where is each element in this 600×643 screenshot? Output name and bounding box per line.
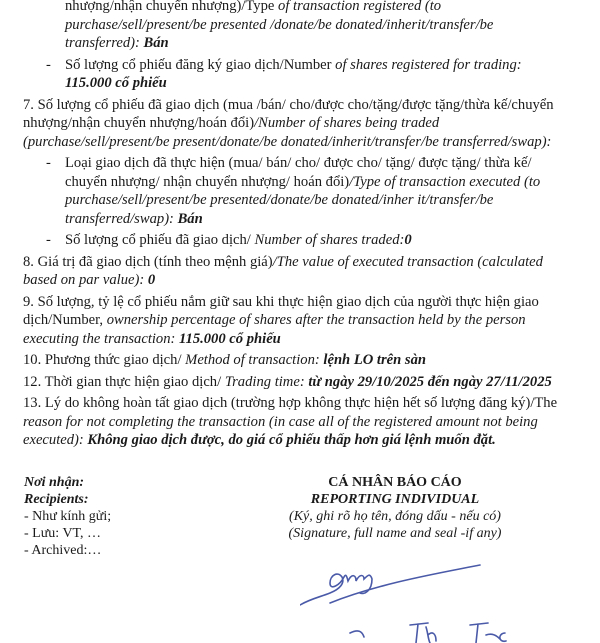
item6-type-en: of transaction registered (to purchase/sell/present/be presented /donate/be donated/inherit/transfer/be transferred):: [65, 0, 494, 51]
item7-traded-vi: Số lượng cổ phiếu đã giao dịch/: [65, 232, 255, 248]
item12: [0, 373, 568, 392]
reporter-note-vi: (Ký, ghi rõ họ tên, đóng dấu - nếu có): [289, 508, 501, 524]
item10: [0, 351, 568, 370]
recipients-label-en: Recipients:: [24, 491, 89, 507]
item13-value: Không giao dịch được, do giá cổ phiếu thấp hơn giá lệnh muốn đặt.: [87, 432, 496, 448]
item9: [0, 293, 568, 349]
item10-en: Method of transaction:: [185, 352, 324, 368]
reporter-note-en: (Signature, full name and seal -if any): [288, 525, 502, 541]
item7-type: [0, 154, 565, 228]
item7-type-vi: Loại giao dịch đã thực hiện (mua/ bán/ cho/ được cho/ tặng/ được tặng/ thừa kế/ chuyển nhượng/ nhận chuyển nhượng/ hoán đổi): [65, 155, 532, 190]
recipients-label-vi: Nơi nhận:: [24, 474, 85, 490]
item6-number: [0, 56, 565, 93]
item10-vi: 10. Phương thức giao dịch/: [23, 352, 186, 368]
recipient-item: - Archived:…: [24, 542, 102, 558]
recipients-block: [24, 474, 224, 559]
item7-en: /Number of shares being traded (purchase/sell/present/be present/donate/be donated/inherit/transfer/be transferred/swap):: [23, 115, 552, 150]
handwritten-signature: [300, 563, 600, 643]
item8-vi: 8. Giá trị đã giao dịch (tính theo mệnh giá): [23, 253, 273, 270]
reporter-title-vi: CÁ NHÂN BÁO CÁO: [328, 474, 462, 490]
item6-number-value: 115.000 cổ phiếu: [65, 75, 167, 91]
item6-number-en: of shares registered for trading:: [331, 56, 522, 73]
item8-en: /The value of executed transaction (calculated based on par value):: [23, 253, 543, 288]
item9-value: 115.000 cổ phiếu: [179, 330, 281, 347]
bullet-dash: -: [46, 155, 51, 171]
item6-type-value: Bán: [143, 35, 169, 51]
item8-value: 0: [147, 272, 156, 288]
item8: [0, 253, 568, 290]
item7-vi: 7. Số lượng cổ phiếu đã giao dịch (mua /bán/ cho/được cho/tặng/được tặng/thừa kế/chuyển nhượng/nhận chuyển nhượng/hoán đổi): [23, 96, 554, 131]
item7-traded: [0, 231, 565, 250]
item13-en: reason for not completing the transaction (in case all of the registered amount not being executed):: [23, 413, 538, 448]
item10-value: lệnh LO trên sàn: [323, 352, 426, 368]
reporter-title-en: REPORTING INDIVIDUAL: [310, 491, 480, 507]
item6-number-vi: Số lượng cổ phiếu đăng ký giao dịch/Number: [65, 56, 332, 73]
item7: [0, 96, 568, 152]
item12-vi: 12. Thời gian thực hiện giao dịch/: [23, 373, 225, 390]
item7-type-value: Bán: [177, 210, 203, 227]
bullet-dash: -: [46, 56, 51, 73]
reporter-block: [255, 474, 535, 542]
recipient-item: - Lưu: VT, …: [24, 525, 102, 541]
item12-value: từ ngày 29/10/2025 đến ngày 27/11/2025: [308, 373, 552, 390]
item13-vi: 13. Lý do không hoàn tất giao dịch (trường hợp không thực hiện hết số lượng đăng ký)/The: [23, 395, 558, 411]
document-footer: [0, 474, 600, 559]
item7-type-en: /Type of transaction executed (to purchase/sell/present/be presented/donate/be donated/inher it/transfer/be transferred/swap):: [65, 173, 541, 227]
item7-traded-en: Number of shares traded:: [254, 232, 405, 248]
item12-en: Trading time:: [224, 373, 309, 390]
bullet-dash: -: [46, 232, 51, 248]
item9-en: ownership percentage of shares after the transaction held by the person executing the transaction:: [23, 312, 526, 347]
item6-type-vi: nhượng/nhận chuyển nhượng)/Type: [65, 0, 275, 14]
item13: [0, 394, 568, 450]
item7-traded-value: 0: [404, 232, 412, 248]
recipient-item: - Như kính gửi;: [24, 508, 112, 524]
item6-type: [0, 0, 565, 53]
item9-vi: 9. Số lượng, tỷ lệ cổ phiếu nắm giữ sau khi thực hiện giao dịch của người thực hiện giao dịch/Number,: [23, 293, 539, 328]
